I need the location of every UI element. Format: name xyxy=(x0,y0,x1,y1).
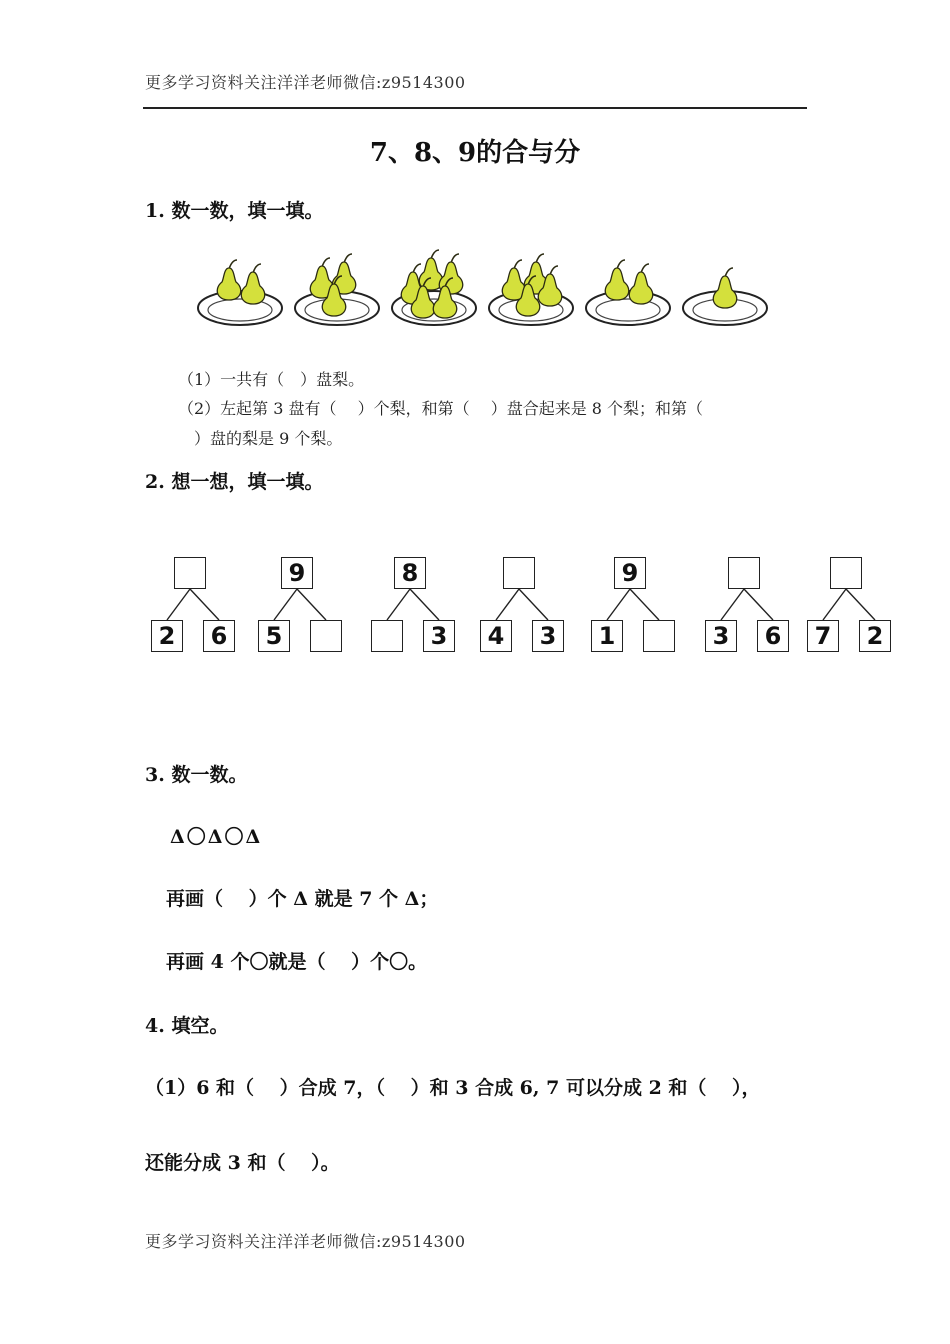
header-divider xyxy=(143,107,807,109)
bond-top-box: 9 xyxy=(281,557,313,589)
pear-icon xyxy=(605,268,628,300)
q3-heading: 3. 数一数。 xyxy=(145,764,248,786)
pear-plate xyxy=(583,242,673,337)
number-bond xyxy=(254,553,350,657)
pear-plate xyxy=(195,242,285,337)
pear-plate xyxy=(292,242,382,337)
pear-icon xyxy=(241,272,264,304)
bond-line xyxy=(721,589,744,620)
bond-top-box: 8 xyxy=(394,557,426,589)
bond-line xyxy=(744,589,773,620)
pear-plate xyxy=(486,242,576,337)
bond-right-box: 3 xyxy=(423,620,455,652)
bond-line xyxy=(823,589,846,620)
bond-top-box: 9 xyxy=(614,557,646,589)
bond-left-box: 3 xyxy=(705,620,737,652)
page-title: 7、8、9的合与分 xyxy=(369,138,581,168)
q1-line-1: （1）一共有（ ）盘梨。 xyxy=(178,370,365,389)
pear-plate xyxy=(680,242,770,337)
bond-line xyxy=(387,589,410,620)
number-bond xyxy=(367,553,463,657)
q1-heading: 1. 数一数，填一填。 xyxy=(145,200,324,222)
header-watermark-text: 更多学习资料关注洋洋老师微信:z9514300 xyxy=(145,73,466,92)
bond-left-box: 7 xyxy=(807,620,839,652)
plate-rim xyxy=(586,291,670,325)
bond-line xyxy=(630,589,659,620)
number-bond xyxy=(803,553,899,657)
bond-right-box[interactable] xyxy=(310,620,342,652)
q3-shapes-row: Δ〇Δ〇Δ xyxy=(170,826,263,848)
bond-top-box[interactable] xyxy=(830,557,862,589)
pear-plate xyxy=(389,242,479,337)
bond-right-box: 6 xyxy=(203,620,235,652)
bond-top-box[interactable] xyxy=(174,557,206,589)
number-bond xyxy=(701,553,797,657)
bond-line xyxy=(410,589,439,620)
bond-line xyxy=(167,589,190,620)
bond-left-box: 1 xyxy=(591,620,623,652)
bond-right-box: 3 xyxy=(532,620,564,652)
plate-rim xyxy=(198,291,282,325)
bond-line xyxy=(607,589,630,620)
bond-right-box[interactable] xyxy=(643,620,675,652)
bond-line xyxy=(274,589,297,620)
q3-line-1: 再画（ ）个 Δ 就是 7 个 Δ； xyxy=(166,888,439,910)
footer-watermark-text: 更多学习资料关注洋洋老师微信:z9514300 xyxy=(145,1232,466,1251)
number-bond xyxy=(587,553,683,657)
bond-top-box[interactable] xyxy=(503,557,535,589)
q4-line-1: （1）6 和（ ）合成 7，（ ）和 3 合成 6, 7 可以分成 2 和（ ）， xyxy=(145,1077,761,1099)
q2-heading: 2. 想一想，填一填。 xyxy=(145,471,324,493)
q1-line-2: （2）左起第 3 盘有（ ）个梨，和第（ ）盘合起来是 8 个梨；和第（ xyxy=(178,399,704,418)
bond-line xyxy=(519,589,548,620)
bond-left-box: 5 xyxy=(258,620,290,652)
q1-line-3: ）盘的梨是 9 个梨。 xyxy=(178,429,343,448)
bond-left-box: 2 xyxy=(151,620,183,652)
bond-line xyxy=(846,589,875,620)
bond-line xyxy=(496,589,519,620)
q3-line-2: 再画 4 个〇就是（ ）个〇。 xyxy=(166,951,428,973)
q4-line-2: 还能分成 3 和（ ）。 xyxy=(145,1152,340,1174)
pear-icon xyxy=(629,272,652,304)
pear-icon xyxy=(217,268,240,300)
bond-right-box: 6 xyxy=(757,620,789,652)
bond-right-box: 2 xyxy=(859,620,891,652)
number-bond xyxy=(147,553,243,657)
pear-icon xyxy=(713,276,736,308)
bond-line xyxy=(190,589,219,620)
q4-heading: 4. 填空。 xyxy=(145,1015,229,1037)
bond-left-box[interactable] xyxy=(371,620,403,652)
bond-line xyxy=(297,589,326,620)
bond-top-box[interactable] xyxy=(728,557,760,589)
number-bond xyxy=(476,553,572,657)
bond-left-box: 4 xyxy=(480,620,512,652)
